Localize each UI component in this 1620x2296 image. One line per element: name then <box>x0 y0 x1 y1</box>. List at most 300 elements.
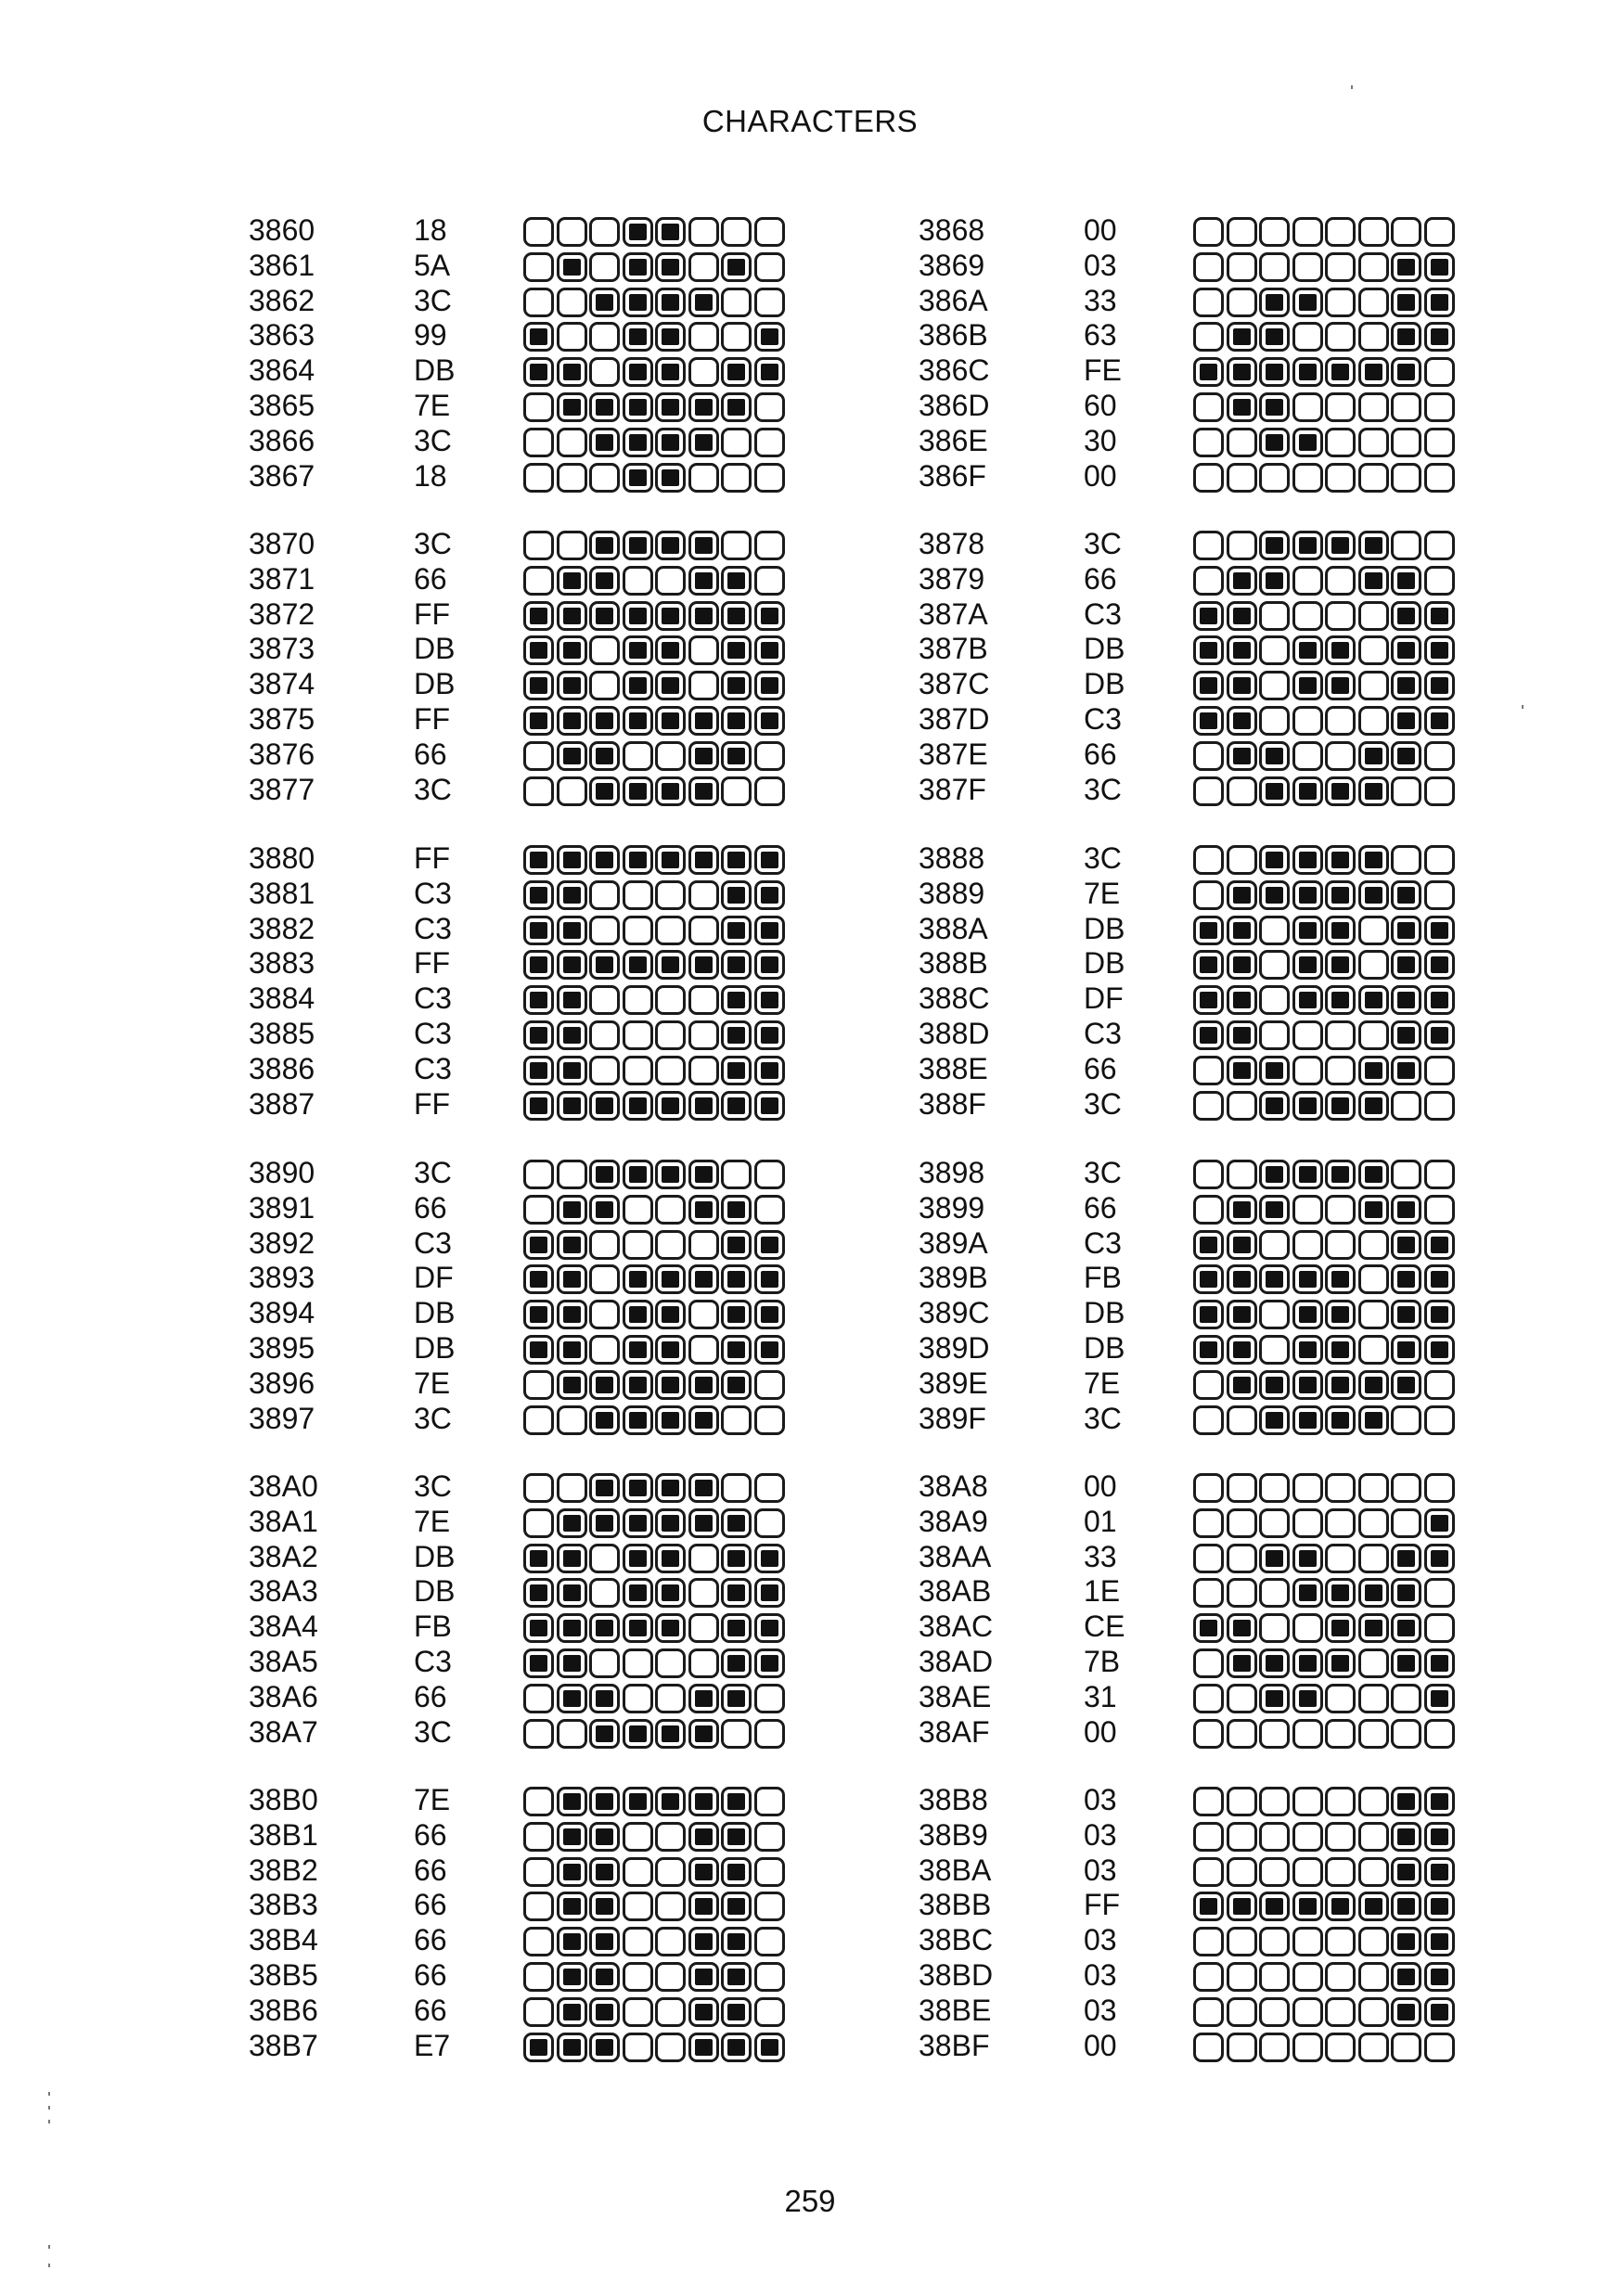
hex-value: FF <box>1084 1888 1121 1922</box>
pixel-filled <box>589 1892 620 1921</box>
pixel-filled <box>1292 950 1323 980</box>
pixel-empty <box>1259 1927 1290 1956</box>
hex-value: 00 <box>1084 1469 1117 1503</box>
pixel-empty <box>1424 1370 1455 1400</box>
pixel-filled <box>557 1544 587 1573</box>
memory-address: 386B <box>919 318 988 353</box>
pixel-empty <box>523 1405 554 1435</box>
pixel-empty <box>655 741 686 771</box>
bitmap-grid <box>523 1160 787 1432</box>
hex-value: 7E <box>414 1366 451 1400</box>
memory-address: 387E <box>919 737 988 771</box>
pixel-empty <box>623 1892 653 1921</box>
pixel-filled <box>623 1264 653 1294</box>
pixel-filled <box>1391 1857 1421 1887</box>
pixel-filled <box>1227 1613 1257 1643</box>
pixel-filled <box>1391 706 1421 736</box>
pixel-empty <box>1227 1997 1257 2027</box>
pixel-filled <box>721 1578 752 1608</box>
pixel-empty <box>754 1822 785 1852</box>
pixel-filled <box>721 706 752 736</box>
pixel-filled <box>754 706 785 736</box>
pixel-empty <box>754 428 785 457</box>
pixel-filled <box>623 776 653 806</box>
pixel-empty <box>688 671 719 700</box>
pixel-empty <box>1358 1648 1389 1678</box>
pixel-filled <box>655 601 686 631</box>
hex-value: 66 <box>414 737 447 771</box>
pixel-empty <box>557 288 587 317</box>
character-block <box>919 1156 1587 1434</box>
pixel-filled <box>1227 1195 1257 1225</box>
hex-value: C3 <box>414 1016 452 1050</box>
address-column <box>919 1469 1039 1750</box>
pixel-filled <box>589 601 620 631</box>
pixel-empty <box>1259 217 1290 247</box>
pixel-filled <box>721 1091 752 1121</box>
pixel-filled <box>557 1091 587 1121</box>
pixel-filled <box>1358 1405 1389 1435</box>
address-column <box>919 527 1039 807</box>
pixel-empty <box>1259 2033 1290 2062</box>
pixel-filled <box>1358 1195 1389 1225</box>
pixel-filled <box>589 1160 620 1189</box>
pixel-filled <box>721 1544 752 1573</box>
pixel-empty <box>1259 1822 1290 1852</box>
memory-address: 38B9 <box>919 1817 988 1852</box>
pixel-filled <box>1391 1335 1421 1365</box>
pixel-filled <box>589 1091 620 1121</box>
pixel-empty <box>1292 1020 1323 1050</box>
pixel-empty <box>557 776 587 806</box>
pixel-filled <box>754 1300 785 1329</box>
hex-value: DB <box>414 1330 456 1365</box>
pixel-empty <box>1358 671 1389 700</box>
pixel-empty <box>688 985 719 1015</box>
pixel-filled <box>1391 741 1421 771</box>
bitmap-row <box>523 1508 787 1544</box>
bitmap-row <box>523 1473 787 1508</box>
pixel-empty <box>1259 1300 1290 1329</box>
hex-value: 7E <box>414 1783 451 1816</box>
pixel-empty <box>557 531 587 560</box>
pixel-filled <box>1358 1892 1389 1921</box>
pixel-filled <box>1391 985 1421 1015</box>
pixel-empty <box>688 1230 719 1260</box>
pixel-filled <box>721 880 752 910</box>
pixel-filled <box>557 252 587 282</box>
pixel-empty <box>1325 463 1356 493</box>
pixel-empty <box>1391 217 1421 247</box>
pixel-filled <box>523 880 554 910</box>
pixel-filled <box>1292 531 1323 560</box>
pixel-empty <box>1193 1927 1224 1956</box>
pixel-filled <box>1424 1264 1455 1294</box>
hex-value-column <box>414 527 497 807</box>
pixel-empty <box>523 1719 554 1749</box>
pixel-empty <box>523 1370 554 1400</box>
pixel-empty <box>589 1056 620 1085</box>
hex-value: C3 <box>1084 701 1122 736</box>
pixel-empty <box>721 531 752 560</box>
pixel-filled <box>589 1684 620 1713</box>
pixel-empty <box>1193 252 1224 282</box>
pixel-empty <box>623 916 653 945</box>
pixel-filled <box>688 1264 719 1294</box>
pixel-filled <box>1424 916 1455 945</box>
pixel-empty <box>688 1300 719 1329</box>
pixel-empty <box>1424 741 1455 771</box>
pixel-empty <box>1292 1787 1323 1816</box>
pixel-empty <box>589 1335 620 1365</box>
pixel-filled <box>721 1822 752 1852</box>
bitmap-row <box>523 776 787 812</box>
pixel-filled <box>1358 1370 1389 1400</box>
pixel-filled <box>754 950 785 980</box>
memory-address: 38B8 <box>919 1783 988 1816</box>
bitmap-grid <box>523 217 787 490</box>
memory-address: 3875 <box>249 701 315 736</box>
memory-address: 388B <box>919 946 988 981</box>
pixel-filled <box>721 950 752 980</box>
pixel-empty <box>1227 2033 1257 2062</box>
pixel-filled <box>688 776 719 806</box>
hex-value: DB <box>1084 1296 1125 1330</box>
pixel-filled <box>1292 776 1323 806</box>
pixel-filled <box>557 392 587 422</box>
bitmap-row <box>523 706 787 741</box>
pixel-filled <box>589 1997 620 2027</box>
pixel-empty <box>754 1473 785 1503</box>
memory-address: 3868 <box>919 213 985 247</box>
hex-value: 30 <box>1084 423 1117 457</box>
pixel-filled <box>721 1230 752 1260</box>
pixel-filled <box>1424 252 1455 282</box>
bitmap-row <box>523 217 787 252</box>
pixel-filled <box>1292 635 1323 665</box>
pixel-empty <box>523 392 554 422</box>
pixel-empty <box>1358 1787 1389 1816</box>
pixel-filled <box>1227 1300 1257 1329</box>
memory-address: 38A3 <box>249 1574 318 1609</box>
pixel-empty <box>754 741 785 771</box>
pixel-empty <box>1424 1613 1455 1643</box>
bitmap-row <box>1193 2033 1457 2068</box>
bitmap-row <box>1193 1264 1457 1300</box>
pixel-empty <box>1292 463 1323 493</box>
memory-address: 38AE <box>919 1679 992 1713</box>
pixel-filled <box>655 1335 686 1365</box>
pixel-filled <box>1193 635 1224 665</box>
pixel-filled <box>688 1473 719 1503</box>
pixel-filled <box>623 1613 653 1643</box>
pixel-empty <box>1424 880 1455 910</box>
pixel-empty <box>1193 1195 1224 1225</box>
pixel-empty <box>1193 1508 1224 1538</box>
pixel-empty <box>523 1997 554 2027</box>
hex-value-column <box>1084 1156 1167 1436</box>
pixel-empty <box>1227 1684 1257 1713</box>
pixel-empty <box>1193 1648 1224 1678</box>
memory-address: 389F <box>919 1401 986 1435</box>
bitmap-row <box>1193 1195 1457 1230</box>
pixel-filled <box>1259 1405 1290 1435</box>
pixel-filled <box>523 916 554 945</box>
pixel-filled <box>1227 357 1257 387</box>
memory-address: 3889 <box>919 876 985 910</box>
pixel-filled <box>655 1264 686 1294</box>
pixel-empty <box>1193 1056 1224 1085</box>
pixel-empty <box>1193 845 1224 875</box>
hex-value-column <box>1084 1469 1167 1750</box>
pixel-filled <box>1391 671 1421 700</box>
pixel-filled <box>688 1160 719 1189</box>
memory-address: 3899 <box>919 1190 985 1225</box>
bitmap-row <box>523 1160 787 1195</box>
hex-value: C3 <box>414 1225 452 1260</box>
pixel-empty <box>1424 463 1455 493</box>
pixel-empty <box>754 1405 785 1435</box>
pixel-filled <box>721 916 752 945</box>
pixel-filled <box>754 1264 785 1294</box>
pixel-empty <box>721 776 752 806</box>
pixel-filled <box>1391 1195 1421 1225</box>
pixel-filled <box>1193 1020 1224 1050</box>
pixel-empty <box>1325 322 1356 352</box>
pixel-filled <box>1424 671 1455 700</box>
pixel-filled <box>557 1684 587 1713</box>
pixel-empty <box>589 252 620 282</box>
memory-address: 3886 <box>249 1051 315 1085</box>
pixel-empty <box>688 1578 719 1608</box>
pixel-empty <box>754 1684 785 1713</box>
pixel-filled <box>623 252 653 282</box>
bitmap-row <box>523 322 787 357</box>
pixel-filled <box>1292 845 1323 875</box>
pixel-empty <box>1259 1962 1290 1992</box>
pixel-empty <box>623 1997 653 2027</box>
pixel-filled <box>1424 1997 1455 2027</box>
pixel-filled <box>1259 1684 1290 1713</box>
memory-address: 38B0 <box>249 1783 318 1816</box>
pixel-empty <box>523 1822 554 1852</box>
pixel-filled <box>1391 1787 1421 1816</box>
pixel-empty <box>1227 1544 1257 1573</box>
pixel-filled <box>1424 288 1455 317</box>
bitmap-row <box>523 1684 787 1719</box>
pixel-filled <box>1292 1091 1323 1121</box>
pixel-filled <box>688 2033 719 2062</box>
pixel-filled <box>721 1648 752 1678</box>
hex-value-column <box>1084 841 1167 1122</box>
pixel-filled <box>688 1962 719 1992</box>
pixel-empty <box>589 217 620 247</box>
memory-address: 386C <box>919 353 990 388</box>
pixel-filled <box>655 322 686 352</box>
pixel-filled <box>655 845 686 875</box>
pixel-filled <box>1227 1230 1257 1260</box>
pixel-empty <box>721 1160 752 1189</box>
pixel-empty <box>688 916 719 945</box>
pixel-filled <box>1193 950 1224 980</box>
pixel-empty <box>1358 463 1389 493</box>
pixel-empty <box>523 1857 554 1887</box>
memory-address: 3895 <box>249 1330 315 1365</box>
pixel-filled <box>721 252 752 282</box>
pixel-empty <box>623 741 653 771</box>
hex-value: FF <box>414 1086 451 1121</box>
pixel-empty <box>1325 2033 1356 2062</box>
bitmap-row <box>523 1787 787 1822</box>
memory-address: 38A1 <box>249 1504 318 1538</box>
pixel-filled <box>1259 392 1290 422</box>
hex-value: 3C <box>1084 841 1122 875</box>
hex-value: FE <box>1084 353 1122 388</box>
pixel-filled <box>1259 1195 1290 1225</box>
pixel-empty <box>589 1544 620 1573</box>
pixel-empty <box>1358 1473 1389 1503</box>
pixel-empty <box>1227 1857 1257 1887</box>
pixel-empty <box>589 1264 620 1294</box>
bitmap-row <box>1193 741 1457 776</box>
pixel-filled <box>721 1264 752 1294</box>
pixel-filled <box>1292 1264 1323 1294</box>
hex-value: 18 <box>414 213 447 247</box>
bitmap-row <box>1193 1405 1457 1441</box>
pixel-empty <box>1325 252 1356 282</box>
pixel-filled <box>623 357 653 387</box>
pixel-empty <box>1325 1719 1356 1749</box>
memory-address: 3873 <box>249 632 315 666</box>
pixel-filled <box>1424 1927 1455 1956</box>
bitmap-row <box>523 1822 787 1857</box>
pixel-empty <box>523 776 554 806</box>
pixel-empty <box>1193 1091 1224 1121</box>
pixel-empty <box>754 1787 785 1816</box>
bitmap-row <box>523 916 787 951</box>
hex-value: 00 <box>1084 213 1117 247</box>
pixel-empty <box>1292 2033 1323 2062</box>
pixel-empty <box>1227 845 1257 875</box>
memory-address: 3890 <box>249 1156 315 1189</box>
pixel-empty <box>721 428 752 457</box>
memory-address: 38B5 <box>249 1957 318 1992</box>
pixel-filled <box>688 1684 719 1713</box>
pixel-filled <box>655 1091 686 1121</box>
pixel-empty <box>688 1613 719 1643</box>
pixel-filled <box>721 1997 752 2027</box>
bitmap-row <box>523 531 787 566</box>
pixel-filled <box>655 1719 686 1749</box>
pixel-empty <box>655 2033 686 2062</box>
pixel-empty <box>1292 706 1323 736</box>
pixel-filled <box>688 1405 719 1435</box>
pixel-filled <box>623 392 653 422</box>
pixel-filled <box>523 322 554 352</box>
pixel-empty <box>1227 531 1257 560</box>
pixel-filled <box>523 1091 554 1121</box>
pixel-filled <box>688 1091 719 1121</box>
hex-value: 00 <box>1084 458 1117 493</box>
memory-address: 389B <box>919 1261 988 1295</box>
hex-value: 66 <box>1084 737 1117 771</box>
pixel-empty <box>754 463 785 493</box>
pixel-empty <box>589 880 620 910</box>
pixel-empty <box>1292 1719 1323 1749</box>
pixel-empty <box>1391 531 1421 560</box>
bitmap-row <box>1193 1613 1457 1648</box>
hex-value: DB <box>1084 632 1125 666</box>
pixel-filled <box>589 1195 620 1225</box>
pixel-empty <box>1292 1857 1323 1887</box>
pixel-filled <box>1259 357 1290 387</box>
pixel-empty <box>1227 1927 1257 1956</box>
pixel-filled <box>557 985 587 1015</box>
pixel-filled <box>557 1020 587 1050</box>
pixel-filled <box>557 635 587 665</box>
bitmap-row <box>1193 1230 1457 1265</box>
pixel-filled <box>1227 706 1257 736</box>
memory-address: 3896 <box>249 1366 315 1400</box>
pixel-filled <box>557 741 587 771</box>
pixel-empty <box>623 1822 653 1852</box>
pixel-filled <box>1391 1370 1421 1400</box>
pixel-empty <box>1227 252 1257 282</box>
pixel-filled <box>557 950 587 980</box>
hex-value: 03 <box>1084 1957 1117 1992</box>
pixel-filled <box>1292 671 1323 700</box>
memory-address: 3892 <box>249 1225 315 1260</box>
pixel-filled <box>623 845 653 875</box>
pixel-filled <box>1193 1613 1224 1643</box>
pixel-filled <box>1424 1822 1455 1852</box>
pixel-empty <box>1193 1822 1224 1852</box>
pixel-empty <box>655 1997 686 2027</box>
pixel-filled <box>1358 985 1389 1015</box>
pixel-filled <box>754 322 785 352</box>
pixel-filled <box>523 1335 554 1365</box>
pixel-filled <box>688 1787 719 1816</box>
hex-value: 66 <box>1084 1190 1117 1225</box>
pixel-filled <box>721 1020 752 1050</box>
hex-value: 66 <box>1084 1051 1117 1085</box>
pixel-filled <box>721 1300 752 1329</box>
memory-address: 38AD <box>919 1644 994 1678</box>
pixel-empty <box>1424 1405 1455 1435</box>
pixel-filled <box>1227 601 1257 631</box>
bitmap-row <box>523 1962 787 1997</box>
pixel-filled <box>623 1578 653 1608</box>
pixel-filled <box>589 1508 620 1538</box>
pixel-empty <box>688 1544 719 1573</box>
pixel-empty <box>688 252 719 282</box>
pixel-empty <box>1358 1927 1389 1956</box>
pixel-empty <box>1193 1787 1224 1816</box>
scan-speck <box>48 2264 50 2267</box>
pixel-empty <box>1325 601 1356 631</box>
hex-value: DB <box>414 1539 456 1573</box>
pixel-filled <box>1391 1648 1421 1678</box>
pixel-filled <box>1391 1613 1421 1643</box>
pixel-filled <box>589 741 620 771</box>
pixel-filled <box>655 392 686 422</box>
pixel-empty <box>1292 1822 1323 1852</box>
pixel-filled <box>1325 1648 1356 1678</box>
pixel-empty <box>1227 1822 1257 1852</box>
pixel-filled <box>754 1091 785 1121</box>
pixel-empty <box>1358 252 1389 282</box>
pixel-filled <box>1325 1613 1356 1643</box>
